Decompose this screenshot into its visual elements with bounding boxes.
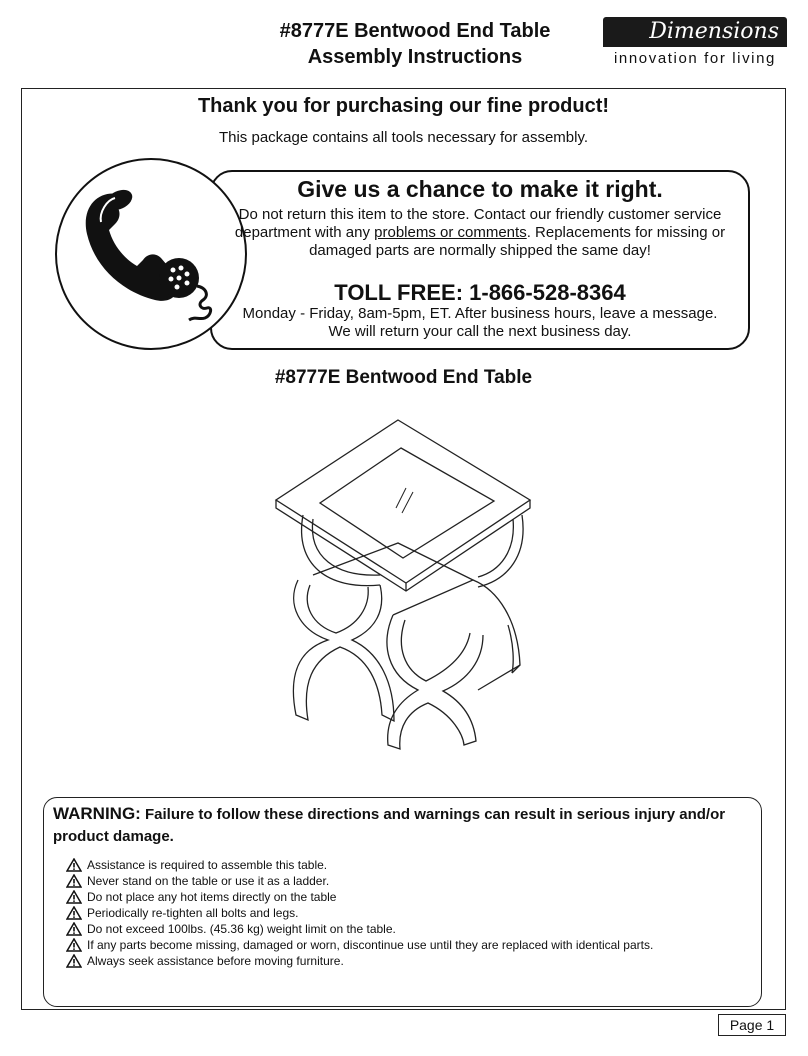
logo-tagline: innovation for living	[613, 50, 776, 67]
warning-item	[66, 921, 766, 937]
warning-item	[66, 953, 766, 969]
product-title: #8777E Bentwood End Table	[274, 367, 533, 388]
toll-free-number: TOLL FREE: 1-866-528-8364	[334, 280, 626, 305]
warning-triangle-icon	[66, 874, 82, 888]
page-number: Page 1	[718, 1014, 786, 1036]
warning-statement	[53, 803, 753, 848]
callout-body	[212, 206, 748, 260]
warning-triangle-icon	[66, 858, 82, 872]
warning-triangle-icon	[66, 938, 82, 952]
warning-item	[66, 889, 766, 905]
callout-body-text: Do not return this item to the store. Contact our friendly customer service department with any	[234, 206, 722, 241]
document-subtitle: Assembly Instructions	[307, 46, 523, 68]
package-note: This package contains all tools necessary for assembly.	[218, 129, 589, 146]
warning-triangle-icon	[66, 906, 82, 920]
callout-body-text-end: . Replacements for missing or damaged parts are normally shipped the same day!	[309, 224, 726, 259]
callout-heading: Give us a chance to make it right.	[297, 176, 663, 202]
support-hours	[212, 305, 748, 341]
warning-item-text: Never stand on the table or use it as a ladder.	[87, 874, 330, 888]
end-table-illustration	[268, 415, 540, 750]
logo-name: Dimensions	[649, 19, 779, 44]
warning-item	[66, 937, 766, 953]
warning-label: WARNING:	[53, 804, 141, 823]
warning-triangle-icon	[66, 890, 82, 904]
warning-item	[66, 873, 766, 889]
warning-item-text: If any parts become missing, damaged or worn, discontinue use until they are replaced with identical parts.	[87, 938, 654, 952]
warning-item-text: Do not exceed 100lbs. (45.36 kg) weight limit on the table.	[87, 922, 396, 936]
warning-item-text: Assistance is required to assemble this table.	[87, 858, 328, 872]
warning-list	[66, 857, 766, 969]
warning-item-text: Do not place any hot items directly on the table	[87, 890, 337, 904]
thank-you-heading: Thank you for purchasing our fine product!	[197, 95, 610, 117]
warning-item-text: Always seek assistance before moving furniture.	[87, 954, 344, 968]
warning-triangle-icon	[66, 922, 82, 936]
warning-item-text: Periodically re-tighten all bolts and legs.	[87, 906, 299, 920]
hours-line: Monday - Friday, 8am-5pm, ET. After business hours, leave a message.	[242, 305, 718, 322]
warning-item	[66, 905, 766, 921]
warning-item	[66, 857, 766, 873]
problems-link[interactable]: problems or comments	[374, 224, 527, 241]
warning-triangle-icon	[66, 954, 82, 968]
callback-line: We will return your call the next business day.	[328, 323, 632, 340]
document-title: #8777E Bentwood End Table	[279, 20, 551, 42]
warning-message: Failure to follow these directions and warnings can result in serious injury and/or product damage.	[53, 806, 726, 845]
